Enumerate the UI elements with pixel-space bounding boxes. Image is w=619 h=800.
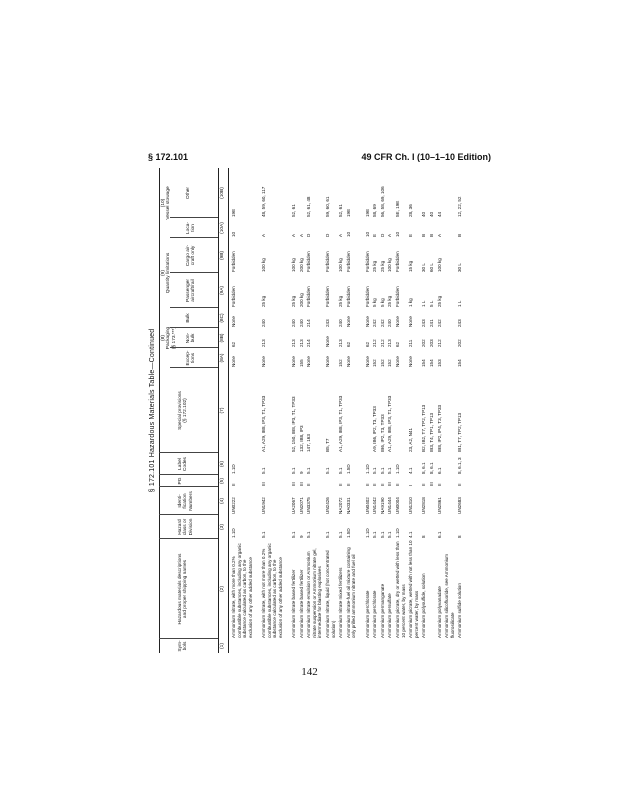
column-number: (6) [220,461,225,467]
cell-hazard-class: 9 [298,535,304,538]
cell-exceptions: None [408,356,414,367]
cell-description: Ammonium perchlorate [372,590,378,638]
group-header-vessel: (10) Vessel stowage [161,186,172,220]
cell-other: 5E, 19E [395,200,400,217]
cell-exceptions: None [231,356,236,367]
cell-location: B [457,233,463,237]
cell-special: IB1, T7, TP2, TP13 [457,412,463,452]
column-divider [159,638,218,639]
cell-location: 10 [345,231,351,237]
cell-description: Ammonium silicofluoride, see Ammonium fluorosilicate [444,554,455,638]
column-divider [170,237,218,238]
cell-bulk: 243 [325,319,330,327]
cell-id-number: UN1310 [408,497,414,514]
cell-label: 1.1D [364,464,370,474]
column-header-exceptions: Excep- tions [186,350,197,366]
cell-other: 40 [429,211,434,217]
cell-special: IB6, IP2, T3, TP33 [379,414,385,452]
column-number: (9A) [220,285,225,296]
cell-description: Ammonium permanganate [379,583,385,638]
cell-cargo: 30 L [421,263,427,272]
column-number: (9B) [220,250,225,261]
cell-location: B [421,233,427,237]
column-number: (4) [220,498,225,504]
cell-passenger: Forbidden [364,286,370,307]
table-row [261,168,291,653]
cell-bulk: 240 [291,319,296,327]
cell-id-number: UN1444 [387,497,393,514]
cell-label: 4.1 [408,467,414,474]
cell-description: Ammonium persulfate [387,593,393,638]
cell-location: A [387,233,393,237]
cell-passenger: 5 kg [379,298,385,307]
column-number: (3) [220,524,225,530]
cell-special: 147, 163 [306,434,312,452]
cell-nonbulk: 211 [408,339,414,347]
cell-pg: III [291,482,296,486]
cell-exceptions: 152 [379,359,385,367]
cell-pg: III [298,482,304,486]
column-header-other: Other [186,187,191,199]
cell-other: 52, 61, 48 [306,196,312,217]
cell-bulk: None [345,316,351,327]
cell-passenger: 5 kg [372,298,378,307]
header-bottom-rule [218,168,219,653]
cell-exceptions: 152 [372,359,378,367]
cell-label: 5.1 [338,467,344,474]
cell-label: 8, 6.1 [421,462,427,474]
table-row [346,168,365,653]
column-divider [170,367,218,368]
table-row [380,168,388,653]
cell-cargo: 100 kg [291,258,296,272]
cell-special: B5, T7 [325,438,330,452]
table-top-rule [159,168,160,653]
column-header-special: Special provisions (§ 172.102) [178,391,189,430]
cell-description: Ammonium picrate, wetted with not less than 10 percent water, by mass [408,540,419,638]
table-row [306,168,325,653]
cell-hazard-class: 1.1D [395,528,400,538]
cell-nonbulk: 213 [291,339,296,347]
cell-label: 5.1 [372,467,378,474]
cell-nonbulk: 212 [379,339,385,347]
cell-description: Ammonium nitrate based fertilizer [291,569,296,638]
cell-hazard-class: 1.5D [345,528,351,538]
cell-label: 5.1 [261,467,266,474]
cell-id-number: UN1942 [261,497,266,514]
cell-nonbulk: 62 [395,341,400,347]
cell-pg: III [261,482,266,486]
column-divider [170,307,218,308]
cell-special: A1, A29, IB8, IP3, T1, TP33 [261,395,266,452]
cell-label: 8, 6.1, 3 [457,457,463,474]
cell-exceptions: None [345,356,351,367]
cell-nonbulk: 213 [387,339,393,347]
table-row [395,168,408,653]
column-divider [159,452,218,453]
cell-label: 5.1 [291,467,296,474]
cell-bulk: 240 [261,319,266,327]
cell-id-number: UN1442 [372,497,378,514]
cell-passenger: Forbidden [231,286,236,307]
cell-nonbulk: 214 [306,339,312,347]
column-number: (5) [220,478,225,484]
cell-nonbulk: 213 [261,339,266,347]
cell-hazard-class: 8 [421,535,427,538]
cell-nonbulk: 213 [298,339,304,347]
cell-nonbulk: 213 [338,339,344,347]
cell-label: 1.1D [231,464,236,474]
cell-location: D [379,233,385,237]
column-number: (2) [220,586,225,592]
cell-pg: II [457,483,463,486]
cell-hazard-class: 1.1D [364,528,370,538]
cell-bulk: None [395,316,400,327]
cell-cargo: Forbidden [395,251,400,272]
cell-location: D [325,233,330,237]
cell-exceptions: 154 [457,359,463,367]
cell-passenger: 200 kg [298,293,304,307]
cell-exceptions: None [364,356,370,367]
cell-special: A9, IB6, IP2, T3, TP33 [372,406,378,452]
cell-pg: III [429,482,434,486]
cell-bulk: None [364,316,370,327]
cell-exceptions: 152 [338,359,344,367]
column-header-cargo: Cargo air- craft only [186,244,197,267]
cell-id-number: UA2067 [291,497,296,514]
cell-passenger: Forbidden [345,286,351,307]
cell-location: E [408,233,414,237]
cell-description: Ammonium nitrate-fuel oil mixture containing only prilled ammonium nitrate and fuel oil [345,547,357,638]
table-region [148,168,493,653]
cell-hazard-class: 5.1 [372,531,378,538]
cell-hazard-class: 5.1 [338,531,344,538]
cell-bulk: 242 [379,319,385,327]
cell-id-number: NA9190 [379,497,385,514]
cell-exceptions: 154 [429,359,434,367]
column-header-description: Hazardous materials descriptions and proper shipping names [178,553,189,625]
cell-passenger: 1 kg [408,298,414,307]
cell-other: 19E [231,208,236,217]
cell-special: 23, A2, N41 [408,427,414,452]
cell-label: 1.1D [395,464,400,474]
cell-id-number: NA2072 [338,497,344,514]
cell-cargo: 100 kg [261,258,266,272]
cell-pg: II [395,483,400,486]
cell-id-number: UN0004 [395,497,400,514]
cell-id-number: UN2683 [457,497,463,514]
cell-location: D [306,233,312,237]
cell-exceptions: 153 [436,359,442,367]
cell-exceptions: None [291,356,296,367]
table-row [325,168,338,653]
cell-description: Ammonium picrate, dry or wetted with less than 10 percent water, by mass [395,541,406,638]
cell-hazard-class: 6.1 [436,531,442,538]
cell-description: Ammonium nitrate, with more than 0.2% combustible substances, including any organic substance calculated as carbon, to the exclusion of any other added substance [231,543,253,638]
cell-id-number: UN3375 [306,497,312,514]
rotated-table [148,168,493,653]
column-header-hazard-class: Hazard class or Division [178,518,194,536]
cell-other: 28, 36 [408,204,414,217]
column-header-location: Loca- tion [186,222,197,234]
cell-special: 52, 150, IB8, IP3, T1, TP33 [291,396,296,452]
cell-nonbulk: 202 [421,339,427,347]
cell-passenger: 25 kg [338,295,344,307]
cell-passenger: 25 kg [291,295,296,307]
cell-location: A [436,233,442,237]
table-row [408,168,421,653]
cell-bulk: 242 [436,319,442,327]
cell-hazard-class: 8 [457,535,463,538]
column-number: (8B) [220,333,225,343]
cell-nonbulk: 212 [372,339,378,347]
column-header-pg: PG [178,477,183,485]
cell-bulk: 241 [429,319,434,327]
cell-hazard-class: 4.1 [408,531,414,538]
cell-nonbulk: 212 [436,339,442,347]
cell-exceptions: None [261,356,266,367]
table-row [387,168,395,653]
cell-other: 44 [436,211,442,217]
column-number: (8A) [220,353,225,363]
cell-location: 10 [395,231,400,237]
cell-location: 10 [364,231,370,237]
column-header-bulk: Bulk [186,313,191,323]
cell-hazard-class: 5.1 [387,531,393,538]
cell-special: B2, IB2, T7, TP2, TP13 [421,404,427,452]
cell-other: 12, 22, 52 [457,196,463,217]
cell-pg: III [387,482,393,486]
table-row [437,168,445,653]
cell-label: 5.1 [387,467,393,474]
cell-location: A [338,233,344,237]
cell-id-number: UN2861 [436,497,442,514]
cell-cargo: 15 kg [408,260,414,272]
group-header-packaging: (8) Packaging (§ 173.***) [161,326,177,350]
cell-hazard-class: 1.1D [231,528,236,538]
cell-nonbulk: 62 [231,341,236,347]
table-row [231,168,261,653]
cell-id-number: UN0222 [231,497,236,514]
cell-hazard-class: 5.1 [379,531,385,538]
cell-hazard-class: 5.1 [291,531,296,538]
page-number: 142 [301,666,318,678]
cell-description: Ammonium polyvanadate [436,586,442,638]
cell-passenger: 1 L [457,300,463,307]
cell-nonbulk: 62 [345,341,351,347]
column-header-id-number: Identi- fication Numbers [178,491,194,511]
cell-description: Ammonium nitrate mixed fertilizers [338,567,344,638]
cell-bulk: 240 [338,319,344,327]
cell-location: A [291,233,296,237]
table-row [291,168,299,653]
cell-pg: II [231,483,236,486]
cell-exceptions: None [395,356,400,367]
cell-description: Ammonium nitrate, with not more than 0.2% combustible substances, including any organic substance calculated as carbon, to the exclusion of any other added substance [261,543,283,638]
cell-pg: II [421,483,427,486]
cell-other: 19E [345,208,351,217]
cell-special: A1, A29, IB8, IP3, T1, TP33 [387,395,393,452]
cell-location: A [261,233,266,237]
cell-bulk: None [408,316,414,327]
cell-other: 52, 61 [291,204,296,217]
column-header-symbols: Sym- bols [178,640,189,652]
table-row [365,168,373,653]
cell-pg: II [364,483,370,486]
group-header-quantity: (9) Quantity limitations [161,252,172,294]
cell-exceptions: None [306,356,312,367]
table-row [429,168,437,653]
cell-cargo: 100 kg [387,258,393,272]
cell-other: 58, 69 [372,204,378,217]
cell-special: A1, A29, IB8, IP3, T1, TP33 [338,395,344,452]
cell-passenger: 25 kg [261,295,266,307]
column-number: (10A) [220,222,225,234]
cell-label: 8, 6.1 [429,462,434,474]
cell-id-number: UN0402 [364,497,370,514]
table-title: § 172.101 Hazardous Materials Table—Continued [149,328,156,493]
cell-hazard-class: 5.1 [325,531,330,538]
cell-description: Ammonium nitrate, liquid (hot concentrated solution) [325,550,336,638]
cell-bulk: 242 [372,319,378,327]
cell-cargo: 30 L [457,263,463,272]
cell-location: B [429,233,434,237]
cell-location: E [372,233,378,237]
cell-other: 56, 58, 69, 106 [379,186,385,217]
cell-label: 9 [298,471,304,474]
table-row [421,168,429,653]
cell-cargo: Forbidden [306,251,312,272]
cell-exceptions: 152 [387,359,393,367]
cell-description: Ammonium nitrate based fertilizer [298,569,304,638]
cell-pg: II [338,483,344,486]
cell-special: IB3, T4, TP1, TP13 [429,412,434,452]
column-divider [159,514,218,515]
page-header-section: § 172.101 [148,152,189,162]
cell-description [429,540,437,638]
cell-cargo: Forbidden [345,251,351,272]
cell-bulk: None [231,316,236,327]
cell-passenger: 25 kg [436,295,442,307]
cell-other: 19E [364,208,370,217]
cell-nonbulk: None [325,336,330,347]
cell-location: A [298,233,304,237]
cell-nonbulk: 203 [429,339,434,347]
cell-passenger: Forbidden [395,286,400,307]
cell-bulk: 214 [306,319,312,327]
cell-exceptions: 154 [421,359,427,367]
column-divider [170,347,218,348]
cell-label: 5.1 [379,467,385,474]
cell-pg: I [408,484,414,486]
cell-cargo: Forbidden [364,251,370,272]
cell-nonbulk: 62 [364,341,370,347]
cell-location: 10 [231,231,236,237]
cell-id-number: UN2818 [421,497,427,514]
cell-cargo: 25 kg [379,260,385,272]
cell-exceptions: 155 [298,359,304,367]
column-number: (10B) [220,187,225,199]
table-row [457,168,465,653]
column-header-nonbulk: Non- bulk [186,332,197,344]
cell-hazard-class: 5.1 [306,531,312,538]
column-header-passenger: Passenger aircraft/rail [186,279,197,302]
cell-description: Ammonium sulfide solution [457,583,463,638]
cell-pg: II [436,483,442,486]
cell-passenger: Forbidden [325,286,330,307]
column-number: (8C) [220,313,225,323]
cell-passenger: Forbidden [306,286,312,307]
cell-other: 48, 59, 60, 117 [261,186,266,217]
cell-label: 5.1 [325,467,330,474]
cell-bulk: 240 [387,319,393,327]
cell-cargo: 100 kg [436,258,442,272]
cell-other: 40 [421,211,427,217]
column-divider [170,327,218,328]
table-row [444,168,457,653]
column-divider [159,474,218,475]
cell-label: 5.1 [306,467,312,474]
cell-description: Ammonium perchlorate [364,590,370,638]
column-divider [170,217,218,218]
cell-passenger: 25 kg [387,295,393,307]
cell-id-number: UN2426 [325,497,330,514]
cell-pg: II [372,483,378,486]
cell-description: Ammonium polysulfide, solution [421,573,427,638]
cell-cargo: 60 L [429,263,434,272]
cell-pg: II [345,483,351,486]
column-header-label: Label Codes [178,457,189,471]
cell-id-number: NA0331 [345,497,351,514]
cell-special: IB8, IP2, IP4, T3, TP33 [436,404,442,452]
cell-nonbulk: 202 [457,339,463,347]
cell-special: 132, IB8, IP3 [298,425,304,452]
cell-cargo: Forbidden [231,251,236,272]
cell-pg: II [379,483,385,486]
cell-bulk: 240 [298,319,304,327]
cell-cargo: Forbidden [325,251,330,272]
page-header-title: 49 CFR Ch. I (10–1–10 Edition) [361,152,491,162]
cell-cargo: 100 kg [338,258,344,272]
cell-bulk: 243 [457,319,463,327]
cell-cargo: 200 kg [298,258,304,272]
column-number: (7) [220,407,225,414]
cell-exceptions: None [325,356,330,367]
cell-pg: II [306,483,312,486]
column-divider [159,538,218,539]
cell-label: 6.1 [436,467,442,474]
column-divider [170,272,218,273]
cell-passenger: 5 L [429,300,434,307]
cell-bulk: 243 [421,319,427,327]
cell-hazard-class: 5.1 [261,531,266,538]
cell-label: 1.5D [345,464,351,474]
column-divider [159,486,218,487]
table-row [372,168,380,653]
cell-cargo: 25 kg [372,260,378,272]
cell-other: 59, 60, 61 [325,196,330,217]
cell-description: Ammonium nitrate emulsion or Ammonium nitrate suspension or Ammonium nitrate gel, intermediate for blasting explosives [306,548,323,638]
cell-id-number: UN2071 [298,497,304,514]
table-row [299,168,307,653]
column-number: (1) [220,643,225,649]
column-number-rule [228,168,229,653]
cell-passenger: 1 L [421,300,427,307]
cell-other: 52, 61 [338,204,344,217]
table-row [338,168,346,653]
